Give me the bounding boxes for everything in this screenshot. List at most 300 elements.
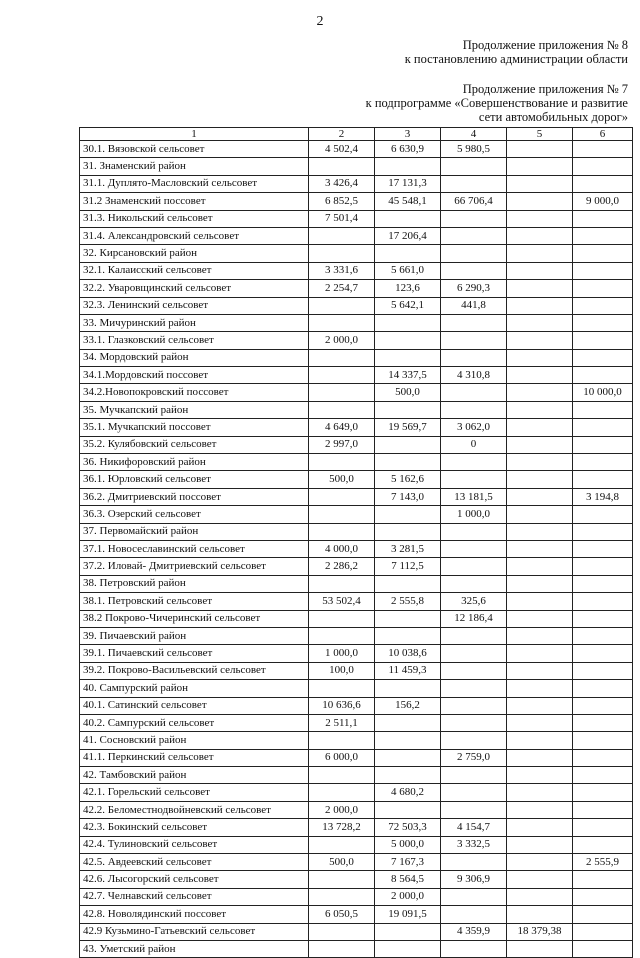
value-cell: 11 459,3 [375, 662, 441, 679]
value-cell [309, 506, 375, 523]
value-cell: 19 091,5 [375, 906, 441, 923]
table-row [80, 714, 633, 731]
value-cell: 17 131,3 [375, 175, 441, 192]
value-cell [309, 401, 375, 418]
value-cell: 2 000,0 [309, 801, 375, 818]
value-cell: 2 000,0 [375, 888, 441, 905]
value-cell [375, 575, 441, 592]
row-label-cell: 37.2. Иловай- Дмитриевский сельсовет [80, 558, 309, 575]
value-cell [507, 384, 573, 401]
value-cell [375, 314, 441, 331]
table-row [80, 749, 633, 766]
value-cell [507, 523, 573, 540]
row-label-cell: 36. Никифоровский район [80, 454, 309, 471]
value-cell [441, 349, 507, 366]
value-cell [441, 262, 507, 279]
value-cell [507, 332, 573, 349]
value-cell: 18 379,38 [507, 923, 573, 940]
value-cell: 8 564,5 [375, 871, 441, 888]
value-cell [573, 767, 633, 784]
value-cell [375, 210, 441, 227]
value-cell [309, 767, 375, 784]
value-cell: 17 206,4 [375, 227, 441, 244]
value-cell [441, 627, 507, 644]
value-cell [573, 141, 633, 158]
column-header: 3 [375, 128, 441, 141]
value-cell [507, 836, 573, 853]
value-cell [507, 575, 573, 592]
column-header: 6 [573, 128, 633, 141]
row-label-cell: 42.1. Горельский сельсовет [80, 784, 309, 801]
value-cell [375, 680, 441, 697]
value-cell [573, 906, 633, 923]
row-label-cell: 33.1. Глазковский сельсовет [80, 332, 309, 349]
value-cell [375, 714, 441, 731]
value-cell: 10 636,6 [309, 697, 375, 714]
row-label-cell: 41.1. Перкинский сельсовет [80, 749, 309, 766]
value-cell [309, 871, 375, 888]
value-cell [573, 680, 633, 697]
value-cell [507, 297, 573, 314]
value-cell [375, 332, 441, 349]
value-cell [573, 714, 633, 731]
value-cell [309, 314, 375, 331]
value-cell: 53 502,4 [309, 593, 375, 610]
value-cell: 4 359,9 [441, 923, 507, 940]
value-cell [309, 923, 375, 940]
value-cell: 4 680,2 [375, 784, 441, 801]
value-cell [573, 697, 633, 714]
value-cell [573, 227, 633, 244]
value-cell: 2 286,2 [309, 558, 375, 575]
funding-table [79, 127, 633, 958]
value-cell [507, 871, 573, 888]
table-row [80, 888, 633, 905]
row-label-cell: 38.2 Покрово-Чичеринский сельсовет [80, 610, 309, 627]
row-label-cell: 39.1. Пичаевский сельсовет [80, 645, 309, 662]
value-cell: 5 642,1 [375, 297, 441, 314]
value-cell [309, 384, 375, 401]
row-label-cell: 32.2. Уваровщинский сельсовет [80, 280, 309, 297]
value-cell [573, 540, 633, 557]
value-cell [573, 158, 633, 175]
table-row [80, 367, 633, 384]
value-cell [507, 471, 573, 488]
value-cell [309, 680, 375, 697]
value-cell [441, 523, 507, 540]
value-cell [375, 436, 441, 453]
value-cell [441, 158, 507, 175]
table-row [80, 436, 633, 453]
table-row [80, 175, 633, 192]
value-cell: 13 181,5 [441, 488, 507, 505]
value-cell [573, 558, 633, 575]
appendix-7-line2: к подпрограмме «Совершенствование и развитие [365, 96, 628, 110]
value-cell [441, 854, 507, 871]
value-cell [507, 419, 573, 436]
value-cell [507, 262, 573, 279]
value-cell [573, 749, 633, 766]
value-cell [573, 732, 633, 749]
value-cell [573, 506, 633, 523]
value-cell: 2 511,1 [309, 714, 375, 731]
value-cell [573, 575, 633, 592]
value-cell: 2 555,9 [573, 854, 633, 871]
value-cell [507, 610, 573, 627]
value-cell [375, 627, 441, 644]
table-row [80, 610, 633, 627]
value-cell: 66 706,4 [441, 193, 507, 210]
value-cell [375, 454, 441, 471]
value-cell [375, 732, 441, 749]
row-label-cell: 35.2. Кулябовский сельсовет [80, 436, 309, 453]
table-header-row [80, 128, 633, 141]
table-row [80, 158, 633, 175]
value-cell [441, 540, 507, 557]
table-row [80, 940, 633, 957]
value-cell [507, 227, 573, 244]
value-cell [441, 314, 507, 331]
value-cell [573, 210, 633, 227]
value-cell: 2 254,7 [309, 280, 375, 297]
value-cell [375, 801, 441, 818]
value-cell [507, 488, 573, 505]
value-cell [573, 280, 633, 297]
value-cell [573, 349, 633, 366]
table-row [80, 801, 633, 818]
value-cell: 14 337,5 [375, 367, 441, 384]
appendix-7-line1: Продолжение приложения № 7 [462, 82, 628, 96]
table-row [80, 662, 633, 679]
value-cell: 4 649,0 [309, 419, 375, 436]
row-label-cell: 37.1. Новосеславинский сельсовет [80, 540, 309, 557]
table-row [80, 245, 633, 262]
row-label-cell: 36.3. Озерский сельсовет [80, 506, 309, 523]
value-cell: 7 112,5 [375, 558, 441, 575]
row-label-cell: 31.3. Никольский сельсовет [80, 210, 309, 227]
value-cell [375, 245, 441, 262]
value-cell [375, 349, 441, 366]
value-cell [507, 593, 573, 610]
value-cell [309, 367, 375, 384]
value-cell [573, 436, 633, 453]
value-cell [507, 627, 573, 644]
table-row [80, 854, 633, 871]
value-cell [573, 923, 633, 940]
row-label-cell: 43. Уметский район [80, 940, 309, 957]
column-header: 5 [507, 128, 573, 141]
page-number: 2 [316, 14, 324, 29]
table-row [80, 349, 633, 366]
table-row [80, 523, 633, 540]
value-cell [309, 158, 375, 175]
value-cell [309, 297, 375, 314]
row-label-cell: 35.1. Мучкапский поссовет [80, 419, 309, 436]
row-label-cell: 32.1. Калаисский сельсовет [80, 262, 309, 279]
value-cell: 4 502,4 [309, 141, 375, 158]
value-cell [507, 175, 573, 192]
value-cell: 3 281,5 [375, 540, 441, 557]
appendix-8-line1: Продолжение приложения № 8 [462, 38, 628, 52]
value-cell: 325,6 [441, 593, 507, 610]
value-cell [507, 314, 573, 331]
value-cell [309, 836, 375, 853]
value-cell: 7 143,0 [375, 488, 441, 505]
value-cell: 6 852,5 [309, 193, 375, 210]
value-cell [573, 245, 633, 262]
value-cell [375, 506, 441, 523]
value-cell: 10 038,6 [375, 645, 441, 662]
table-row [80, 193, 633, 210]
table-row [80, 906, 633, 923]
table-row [80, 836, 633, 853]
row-label-cell: 42.6. Лысогорский сельсовет [80, 871, 309, 888]
value-cell: 1 000,0 [441, 506, 507, 523]
value-cell: 5 980,5 [441, 141, 507, 158]
value-cell: 100,0 [309, 662, 375, 679]
value-cell [573, 523, 633, 540]
value-cell [309, 245, 375, 262]
value-cell: 3 062,0 [441, 419, 507, 436]
table-row [80, 280, 633, 297]
table-row [80, 210, 633, 227]
value-cell [573, 819, 633, 836]
row-label-cell: 34.2.Новопокровский поссовет [80, 384, 309, 401]
table-row [80, 871, 633, 888]
table-row [80, 697, 633, 714]
value-cell [375, 767, 441, 784]
row-label-cell: 38.1. Петровский сельсовет [80, 593, 309, 610]
table-row [80, 262, 633, 279]
value-cell: 12 186,4 [441, 610, 507, 627]
value-cell: 9 306,9 [441, 871, 507, 888]
value-cell [507, 784, 573, 801]
value-cell [441, 175, 507, 192]
value-cell: 500,0 [309, 471, 375, 488]
value-cell [573, 784, 633, 801]
row-label-cell: 37. Первомайский район [80, 523, 309, 540]
value-cell [507, 506, 573, 523]
table-row [80, 488, 633, 505]
table-row [80, 627, 633, 644]
value-cell: 4 154,7 [441, 819, 507, 836]
value-cell [573, 367, 633, 384]
value-cell [375, 610, 441, 627]
appendix-8-header [405, 38, 628, 66]
funding-table-container [79, 127, 633, 958]
row-label-cell: 42.8. Новолядинский поссовет [80, 906, 309, 923]
value-cell [441, 906, 507, 923]
value-cell: 156,2 [375, 697, 441, 714]
row-label-cell: 32. Кирсановский район [80, 245, 309, 262]
row-label-cell: 40.1. Сатинский сельсовет [80, 697, 309, 714]
value-cell: 7 501,4 [309, 210, 375, 227]
value-cell [441, 454, 507, 471]
value-cell [573, 593, 633, 610]
value-cell [507, 401, 573, 418]
value-cell [441, 940, 507, 957]
value-cell: 5 162,6 [375, 471, 441, 488]
row-label-cell: 31.4. Александровский сельсовет [80, 227, 309, 244]
value-cell: 2 555,8 [375, 593, 441, 610]
value-cell [507, 680, 573, 697]
value-cell [441, 401, 507, 418]
table-row [80, 558, 633, 575]
value-cell [573, 471, 633, 488]
row-label-cell: 42.7. Челнавский сельсовет [80, 888, 309, 905]
value-cell [507, 540, 573, 557]
value-cell [573, 627, 633, 644]
value-cell: 441,8 [441, 297, 507, 314]
value-cell [441, 697, 507, 714]
value-cell [507, 349, 573, 366]
table-row [80, 227, 633, 244]
value-cell [573, 871, 633, 888]
row-label-cell: 36.2. Дмитриевский поссовет [80, 488, 309, 505]
row-label-cell: 42.4. Тулиновский сельсовет [80, 836, 309, 853]
value-cell: 19 569,7 [375, 419, 441, 436]
table-row [80, 732, 633, 749]
row-label-cell: 42.5. Авдеевский сельсовет [80, 854, 309, 871]
value-cell [573, 610, 633, 627]
value-cell: 13 728,2 [309, 819, 375, 836]
value-cell: 3 426,4 [309, 175, 375, 192]
value-cell [375, 923, 441, 940]
value-cell [507, 854, 573, 871]
table-row [80, 401, 633, 418]
row-label-cell: 34. Мордовский район [80, 349, 309, 366]
value-cell: 3 331,6 [309, 262, 375, 279]
value-cell [573, 662, 633, 679]
value-cell: 0 [441, 436, 507, 453]
appendix-8-line2: к постановлению администрации области [404, 52, 628, 66]
appendix-7-header [366, 82, 628, 124]
value-cell [573, 419, 633, 436]
column-header: 4 [441, 128, 507, 141]
row-label-cell: 39. Пичаевский район [80, 627, 309, 644]
table-row [80, 784, 633, 801]
value-cell [507, 141, 573, 158]
table-row [80, 923, 633, 940]
value-cell [507, 436, 573, 453]
value-cell [375, 749, 441, 766]
value-cell [507, 367, 573, 384]
value-cell [507, 645, 573, 662]
value-cell [507, 193, 573, 210]
value-cell [441, 662, 507, 679]
value-cell [309, 575, 375, 592]
value-cell: 45 548,1 [375, 193, 441, 210]
value-cell [309, 732, 375, 749]
value-cell [441, 384, 507, 401]
value-cell [441, 245, 507, 262]
value-cell: 2 759,0 [441, 749, 507, 766]
value-cell [573, 262, 633, 279]
value-cell: 5 661,0 [375, 262, 441, 279]
value-cell [441, 332, 507, 349]
value-cell [441, 645, 507, 662]
value-cell: 6 290,3 [441, 280, 507, 297]
row-label-cell: 39.2. Покрово-Васильевский сельсовет [80, 662, 309, 679]
value-cell [309, 610, 375, 627]
value-cell: 4 000,0 [309, 540, 375, 557]
table-row [80, 454, 633, 471]
table-row [80, 645, 633, 662]
value-cell [573, 940, 633, 957]
table-row [80, 297, 633, 314]
row-label-cell: 40. Сампурский район [80, 680, 309, 697]
table-row [80, 506, 633, 523]
row-label-cell: 42.9 Кузьмино-Гатьевский сельсовет [80, 923, 309, 940]
value-cell [441, 227, 507, 244]
value-cell [309, 940, 375, 957]
value-cell [441, 680, 507, 697]
value-cell [309, 454, 375, 471]
row-label-cell: 31. Знаменский район [80, 158, 309, 175]
table-row [80, 471, 633, 488]
value-cell: 9 000,0 [573, 193, 633, 210]
value-cell [309, 888, 375, 905]
row-label-cell: 41. Сосновский район [80, 732, 309, 749]
value-cell [573, 401, 633, 418]
value-cell [573, 454, 633, 471]
value-cell [309, 627, 375, 644]
table-row [80, 314, 633, 331]
row-label-cell: 31.2 Знаменский поссовет [80, 193, 309, 210]
value-cell [309, 349, 375, 366]
value-cell [507, 245, 573, 262]
value-cell [573, 175, 633, 192]
row-label-cell: 42.2. Беломестнодвойневский сельсовет [80, 801, 309, 818]
value-cell [507, 210, 573, 227]
value-cell [507, 801, 573, 818]
value-cell [441, 575, 507, 592]
value-cell: 6 630,9 [375, 141, 441, 158]
value-cell: 3 194,8 [573, 488, 633, 505]
value-cell: 72 503,3 [375, 819, 441, 836]
value-cell [441, 471, 507, 488]
row-label-cell: 42.3. Бокинский сельсовет [80, 819, 309, 836]
table-row [80, 680, 633, 697]
value-cell [507, 749, 573, 766]
table-body [80, 141, 633, 958]
value-cell [441, 801, 507, 818]
value-cell [573, 645, 633, 662]
table-row [80, 141, 633, 158]
value-cell [507, 888, 573, 905]
table-row [80, 540, 633, 557]
value-cell: 4 310,8 [441, 367, 507, 384]
value-cell [507, 732, 573, 749]
value-cell [309, 784, 375, 801]
row-label-cell: 42. Тамбовский район [80, 767, 309, 784]
value-cell [375, 401, 441, 418]
table-row [80, 332, 633, 349]
row-label-cell: 33. Мичуринский район [80, 314, 309, 331]
value-cell [573, 836, 633, 853]
row-label-cell: 35. Мучкапский район [80, 401, 309, 418]
value-cell [441, 732, 507, 749]
value-cell [507, 158, 573, 175]
value-cell [507, 558, 573, 575]
value-cell [507, 454, 573, 471]
value-cell [441, 888, 507, 905]
appendix-7-line3: сети автомобильных дорог» [478, 110, 628, 124]
row-label-cell: 36.1. Юрловский сельсовет [80, 471, 309, 488]
value-cell: 6 000,0 [309, 749, 375, 766]
table-row [80, 593, 633, 610]
row-label-cell: 34.1.Мордовский поссовет [80, 367, 309, 384]
